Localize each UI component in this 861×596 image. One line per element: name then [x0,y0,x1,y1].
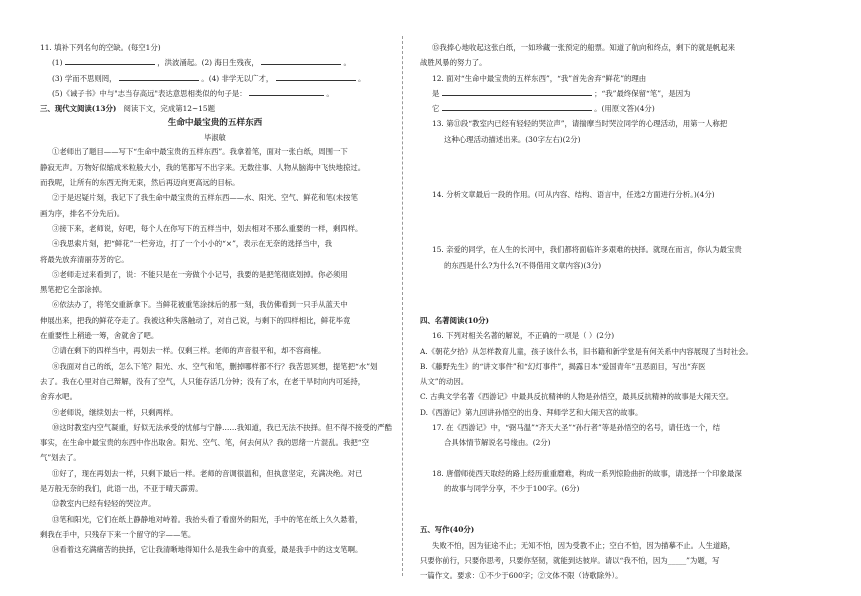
essay-line: ⑭看着这充满痛苦的抉择，它让我清晰地得知什么是我生命中的真爱，最是我手中的这支笔啊。 [52,545,363,555]
essay-line: ⑬笔和阳光，它们在纸上静静地对峙着。我抬头看了看窗外的阳光，手中的笔在纸上久久悬着， [52,514,363,524]
q16-option-b-1: B.《藤野先生》的“讲文事件”和“幻灯事件”，揭露日本“爱国青年”丑恶面目，写出“弃医 [420,361,706,371]
q12-line-2: 是 ；“我”最终保留“笔”，是因为 [420,86,780,101]
essay-line: 伸展出来，把我的鲜花夺走了。我被这种失落触动了，对自己说，与剩下的四样相比，鲜花毕竟 [40,315,351,325]
q18-line-2: 的故事与同学分享，不少于100字。(6分) [444,483,580,493]
essay-line: ⑨老师说，继续划去一样，只剩两样。 [52,407,178,417]
writing-prompt-2: 只要你前行，只要你思考，只要你坚韧，就能到达彼岸。请以“我不怕，因为_____”为题，写 [420,555,720,565]
essay-line: 将最先放弃清丽芬芳的它。 [40,254,129,264]
q11-title: 11. 填补下列名句的空缺。(每空1分) [40,43,161,52]
right-column [420,40,780,583]
q12-line-3: 它 。(用原文答)(4分) [420,101,780,116]
q16-option-a: A.《朝花夕拾》从怎样教育儿童，孩子该什么书，旧书籍和新学堂是有何关系中内容展现了当时社会。 [420,346,753,356]
essay-line: ④我思索片刻，把“鲜花”一栏旁边，打了一个小小的“×”，表示在无奈的选择当中，我 [52,239,332,249]
answer-space[interactable] [420,496,780,522]
essay-para-15-cont: 战胜风暴的努力了。 [420,58,487,68]
answer-blank[interactable] [65,55,155,65]
essay-line: ⑩这时教室内空气凝重，好似无法承受的忧郁与宁静……我知道，我已无法不抉择。但不得不接受的严酷 [52,422,392,432]
q13-line-2: 这种心理活动描述出来。(30字左右)(2分) [444,134,581,144]
q16-option-c: C. 古典文学名著《西游记》中最具反抗精神的人物是孙悟空，最具反抗精神的故事是大闹天空。 [420,392,734,402]
essay-line: ③接下来，老师说，好吧，每个人在你写下的五样当中，划去相对不那么重要的一样，剩四样。 [52,223,363,233]
answer-space[interactable] [420,273,780,313]
essay-line: 事实，在生命中最宝贵的东西中作出取舍。阳光、空气、笔，何去何从？我的思绪一片混乱。我把“空 [40,438,369,448]
q15-line-1: 15. 亲爱的同学，在人生的长河中，我们都将面临许多艰难的抉择。就现在而言，你认为最宝贵 [432,245,742,255]
q13-line-1: 13. 第⑪段“教室内已经有轻轻的哭泣声”，请揣摩当时哭泣同学的心理活动，用第一人称把 [432,119,728,129]
essay-line: 剩我在手中，只残存下来一个留守的字——笔。 [40,529,196,539]
answer-blank[interactable] [442,101,592,111]
q11-item-1: (1) ，洪波涌起。 [52,55,202,70]
essay-line: ②于是迟疑片刻，我记下了我生命中最宝贵的五样东西——水、阳光、空气、鲜花和笔(未按笔 [52,193,358,203]
q11-row-1 [40,55,390,70]
essay-line: ⑧我面对自己的纸，怎么下笔？阳光、水、空气和笔，删掉哪样都不行？我苦思冥想，提笔把“水”划 [52,361,378,371]
answer-blank[interactable] [442,86,592,96]
section-5-title: 五、写作(40分) [420,525,475,535]
column-divider [402,36,403,576]
answer-space[interactable] [420,451,780,466]
answer-blank[interactable] [276,71,356,81]
essay-line: 黑笔把它全部涂掉。 [40,285,107,295]
essay-line: 去了。我在心里对自己辩解，没有了空气，人只能存活几分钟；没有了水，在老干旱时向内可延持， [40,376,366,386]
answer-space[interactable] [420,202,780,242]
q17-line-1: 17. 在《西游记》中，“弼马温”“齐天大圣”“孙行者”等是孙悟空的名号，请任选一个，结 [432,423,721,433]
section-3-instruction: 阅读下文，完成第12~15题 [123,104,215,114]
essay-line: 而我呢，让所有的东西无拘无束，然后再迈向更高远的目标。 [40,178,240,188]
writing-prompt-1: 失败不怕，因为征途不止；无知不怕，因为受教不止；空白不怕，因为描摹不止。人生道路， [432,540,736,550]
essay-body [40,144,390,557]
q14-text: 14. 分析文章最后一段的作用。(可从内容、结构、语言中，任选2方面进行分析。)(4分) [432,190,715,200]
essay-line: 舍弃水吧。 [40,392,77,402]
q16-option-b-2: 从文”的动因。 [420,377,469,387]
q16-text: 16. 下列对相关名著的解说，不正确的一项是（ ）(2分) [432,331,615,341]
essay-line: 在重要性上稍逊一筹，舍就舍了吧。 [40,331,159,341]
q12-line-1: 12. 面对“生命中最宝贵的五样东西”，“我”首先舍弃“鲜花”的理由 [432,73,647,83]
essay-line: 气”划去了。 [40,453,81,463]
left-column [40,40,390,558]
essay-line: ⑤老师走过来看到了，说：不能只是在一旁做个小记号，我要的是把笔彻底划掉。你必须用 [52,269,348,279]
answer-space[interactable] [420,147,780,187]
essay-line: 是万般无奈的我们，此语一出，不亚于晴天霹雳。 [40,484,203,494]
q16-option-d: D.《西游记》第九回讲孙悟空的出身、拜师学艺和大闹天宫的故事。 [420,407,643,417]
essay-author: 毕淑敏 [204,133,226,143]
q11-item-5: (5)《诫子书》中与"志当存高远"表达意思相类似的句子是： 。 [40,86,390,101]
essay-line: ⑥依法办了，将笔交重新拿下。当鲜花被重笔涂抹后的那一刻，我仿佛看到一只手从蓝天中 [52,300,348,310]
q18-line-1: 18. 唐僧师徒西天取经的路上经历重重磨难，构成一系列惊险曲折的故事，请选择一个印象最深 [432,468,742,478]
essay-line: ⑪好了，现在再划去一样，只剩下最后一样。老师的音调很温和，但执意坚定，充满决绝。对已 [52,468,363,478]
essay-para-15: ⑮我捧心地收起这张白纸，一如珍藏一张预定的船票。知道了航向和终点，剩下的就是帆起来 [432,43,736,52]
answer-blank[interactable] [249,86,324,96]
essay-line: ⑫教室内已经有轻轻的哭泣声。 [52,499,156,509]
essay-line: 静寂无声。万物好似缩成米粒般大小，我的笔都写不出字来。无数往事、人物从脑海中飞快地掠过。 [40,162,366,172]
writing-prompt-3: 一篇作文。要求：①不少于600字；②文体不限（诗歌除外）。 [420,571,623,581]
essay-title: 生命中最宝贵的五样东西 [167,118,263,129]
answer-blank[interactable] [119,71,199,81]
q15-line-2: 的东西是什么?为什么?(不得借用文章内容)(3分) [444,260,602,270]
essay-line: 画为序，排名不分先后)。 [40,208,125,218]
q17-line-2: 合具体情节解说名号缘由。(2分) [444,438,551,448]
answer-blank[interactable] [261,55,341,65]
section-4-title: 四、名著阅读(10分) [420,315,490,325]
section-3-title: 三、现代文阅读(13分) [40,104,117,114]
q11-item-4: (4) 非学无以广才， 。 [209,71,366,86]
essay-line: ⑦请在剩下的四样当中，再划去一样。仅剩三样。老师的声音很平和，却不容商榷。 [52,346,326,356]
q11-item-2: (2) 海日生残夜， 。 [202,55,351,70]
q11-item-3: (3) 学而不思则罔， 。 [52,71,209,86]
q11-row-2 [40,71,390,86]
essay-line: ①老师出了题目——写下“生命中最宝贵的五样东西”。我拿着笔，面对一张白纸，周围一下 [52,147,348,157]
section-3-header [40,101,390,116]
